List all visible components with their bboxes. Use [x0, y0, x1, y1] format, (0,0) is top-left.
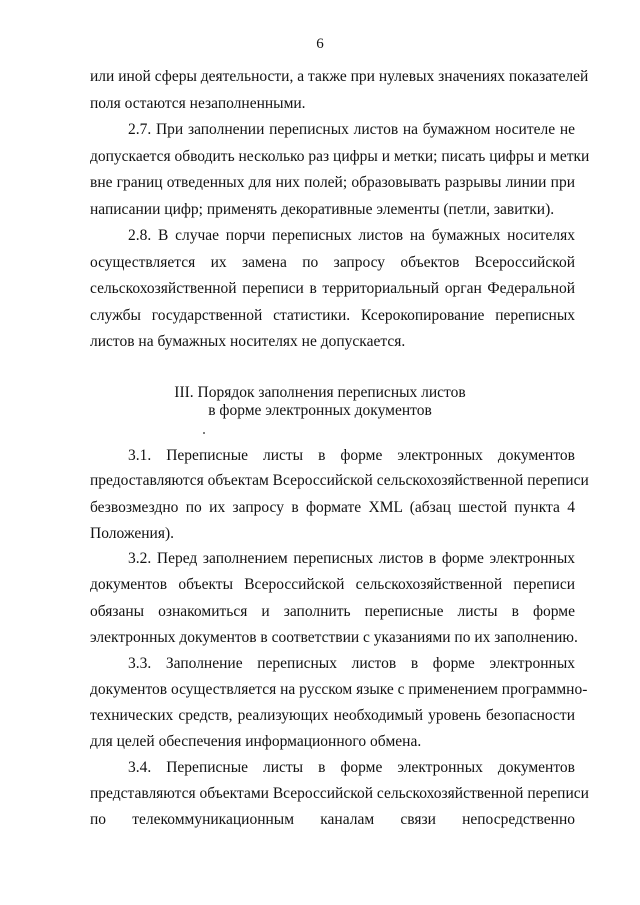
text-line: листов на бумажных носителях не допускается.: [90, 333, 406, 350]
text-line: допускается обводить несколько раз цифры и метки; писать цифры и метки: [90, 148, 590, 165]
section-heading: в форме электронных документов: [208, 402, 432, 419]
text-line: службы государственной статистики. Ксерокопирование переписных: [90, 307, 575, 324]
text-line: обязаны ознакомиться и заполнить переписные листы в форме: [90, 603, 575, 620]
text-line: поля остаются незаполненными.: [90, 95, 306, 112]
text-line: документов объекты Всероссийской сельскохозяйственной переписи: [90, 576, 575, 593]
text-line: представляются объектами Всероссийской сельскохозяйственной переписи: [90, 785, 589, 802]
text-line: предоставляются объектам Всероссийской сельскохозяйственной переписи: [90, 472, 589, 489]
text-line: или иной сферы деятельности, а также при нулевых значениях показателей: [90, 68, 589, 85]
text-line: документов осуществляется на русском языке с применением программно-: [90, 681, 588, 698]
text-line: вне границ отведенных для них полей; образовывать разрывы линии при: [90, 174, 575, 191]
text-line: по телекоммуникационным каналам связи непосредственно: [90, 811, 575, 828]
text-line: безвозмездно по их запросу в формате XML (абзац шестой пункта 4: [90, 499, 575, 516]
section-heading: III. Порядок заполнения переписных листов: [174, 384, 466, 401]
paragraph-2-7-first-line: 2.7. При заполнении переписных листов на бумажном носителе не: [128, 121, 575, 138]
paragraph-3-3-first-line: 3.3. Заполнение переписных листов в форме электронных: [128, 655, 575, 672]
text-line: написании цифр; применять декоративные элементы (петли, завитки).: [90, 201, 555, 218]
paragraph-2-8-first-line: 2.8. В случае порчи переписных листов на бумажных носителях: [128, 227, 575, 244]
paragraph-3-1-first-line: 3.1. Переписные листы в форме электронных документов: [128, 447, 575, 464]
text-line: Положения).: [90, 525, 174, 542]
scan-speck: [203, 432, 205, 434]
text-line: электронных документов в соответствии с указаниями по их заполнению.: [90, 629, 578, 646]
text-line: осуществляется их замена по запросу объектов Всероссийской: [90, 254, 575, 271]
page-number: 6: [316, 36, 324, 52]
text-line: технических средств, реализующих необходимый уровень безопасности: [90, 707, 575, 724]
text-line: сельскохозяйственной переписи в территориальный орган Федеральной: [90, 280, 575, 297]
paragraph-3-4-first-line: 3.4. Переписные листы в форме электронных документов: [128, 759, 575, 776]
text-line: для целей обеспечения информационного обмена.: [90, 733, 422, 750]
paragraph-3-2-first-line: 3.2. Перед заполнением переписных листов в форме электронных: [128, 550, 575, 567]
